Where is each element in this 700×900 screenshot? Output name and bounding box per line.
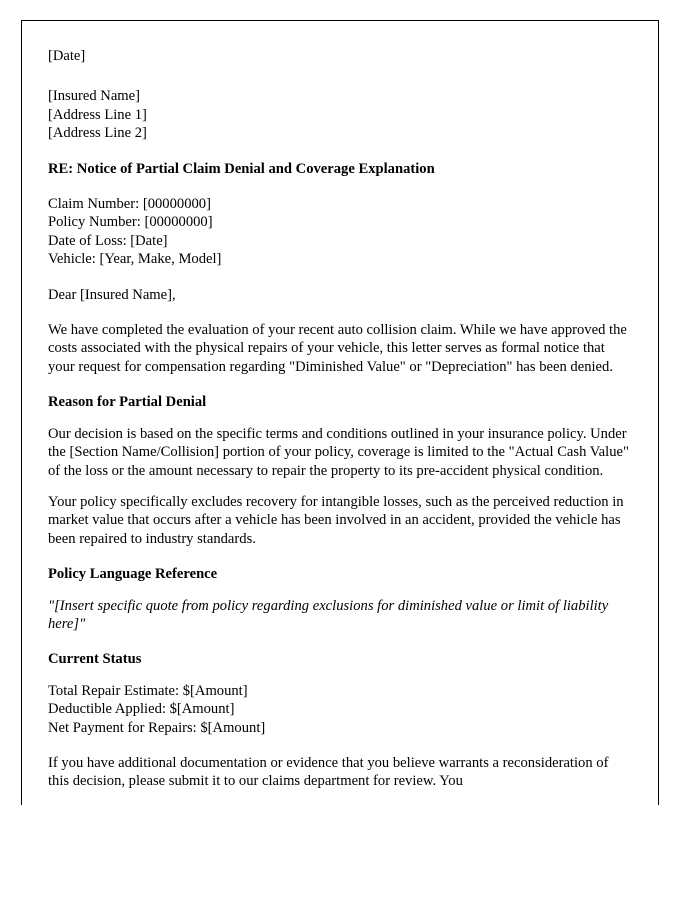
closing-paragraph: If you have additional documentation or evidence that you believe warrants a reconsideration of this decision, please submit it to our claims department for review. You xyxy=(48,754,609,790)
letter-body xyxy=(22,21,658,791)
current-status-line-items xyxy=(48,682,650,737)
spacer xyxy=(48,633,650,650)
salutation: Dear [Insured Name], xyxy=(48,286,176,303)
deductible-applied: Deductible Applied: $[Amount] xyxy=(48,701,235,718)
subject-line: RE: Notice of Partial Claim Denial and Coverage Explanation xyxy=(48,160,435,177)
date-of-loss: Date of Loss: [Date] xyxy=(48,232,168,249)
section-heading-policy-language-reference: Policy Language Reference xyxy=(48,566,218,583)
spacer xyxy=(48,376,650,393)
spacer xyxy=(48,178,650,195)
policy-number: Policy Number: [00000000] xyxy=(48,214,213,231)
spacer xyxy=(48,269,650,286)
claim-details xyxy=(48,195,650,269)
policy-language-quote: "[Insert specific quote from policy regarding exclusions for diminished value or limit of liability here]" xyxy=(48,597,609,632)
vehicle: Vehicle: [Year, Make, Model] xyxy=(48,251,222,268)
spacer xyxy=(48,65,650,87)
spacer xyxy=(48,480,650,493)
recipient-name: [Insured Name] xyxy=(48,88,140,105)
letter-page xyxy=(21,20,659,805)
date-line: [Date] xyxy=(48,48,86,64)
document-page-viewport xyxy=(21,20,661,805)
spacer xyxy=(48,548,650,565)
recipient-address xyxy=(48,87,650,142)
recipient-address-line-2: [Address Line 2] xyxy=(48,125,147,142)
spacer xyxy=(48,304,650,321)
spacer xyxy=(48,669,650,682)
net-payment-for-repairs: Net Payment for Repairs: $[Amount] xyxy=(48,719,266,736)
spacer xyxy=(48,584,650,597)
intro-paragraph: We have completed the evaluation of your recent auto collision claim. While we have approved the costs associated with the physical repairs of your vehicle, this letter serves as formal notice that your request for compensation regarding "Diminished Value" or "Depreciation" has been denied. xyxy=(48,322,627,375)
spacer xyxy=(48,737,650,754)
spacer xyxy=(48,412,650,425)
section-heading-current-status: Current Status xyxy=(48,651,142,668)
claim-number: Claim Number: [00000000] xyxy=(48,196,211,213)
spacer xyxy=(48,143,650,160)
reason-paragraph-2: Your policy specifically excludes recovery for intangible losses, such as the perceived reduction in market value that occurs after a vehicle has been involved in an accident, provided the vehicle has been repaired to industry standards. xyxy=(48,493,624,547)
total-repair-estimate: Total Repair Estimate: $[Amount] xyxy=(48,682,248,699)
reason-paragraph-1: Our decision is based on the specific terms and conditions outlined in your insurance policy. Under the [Section Name/Collision] portion of your policy, coverage is limited to the "Actual Cash Value" of the loss or the amount necessary to repair the property to its pre-accident physical condition. xyxy=(48,425,629,479)
recipient-address-line-1: [Address Line 1] xyxy=(48,106,147,123)
section-heading-reason-for-partial-denial: Reason for Partial Denial xyxy=(48,394,207,411)
